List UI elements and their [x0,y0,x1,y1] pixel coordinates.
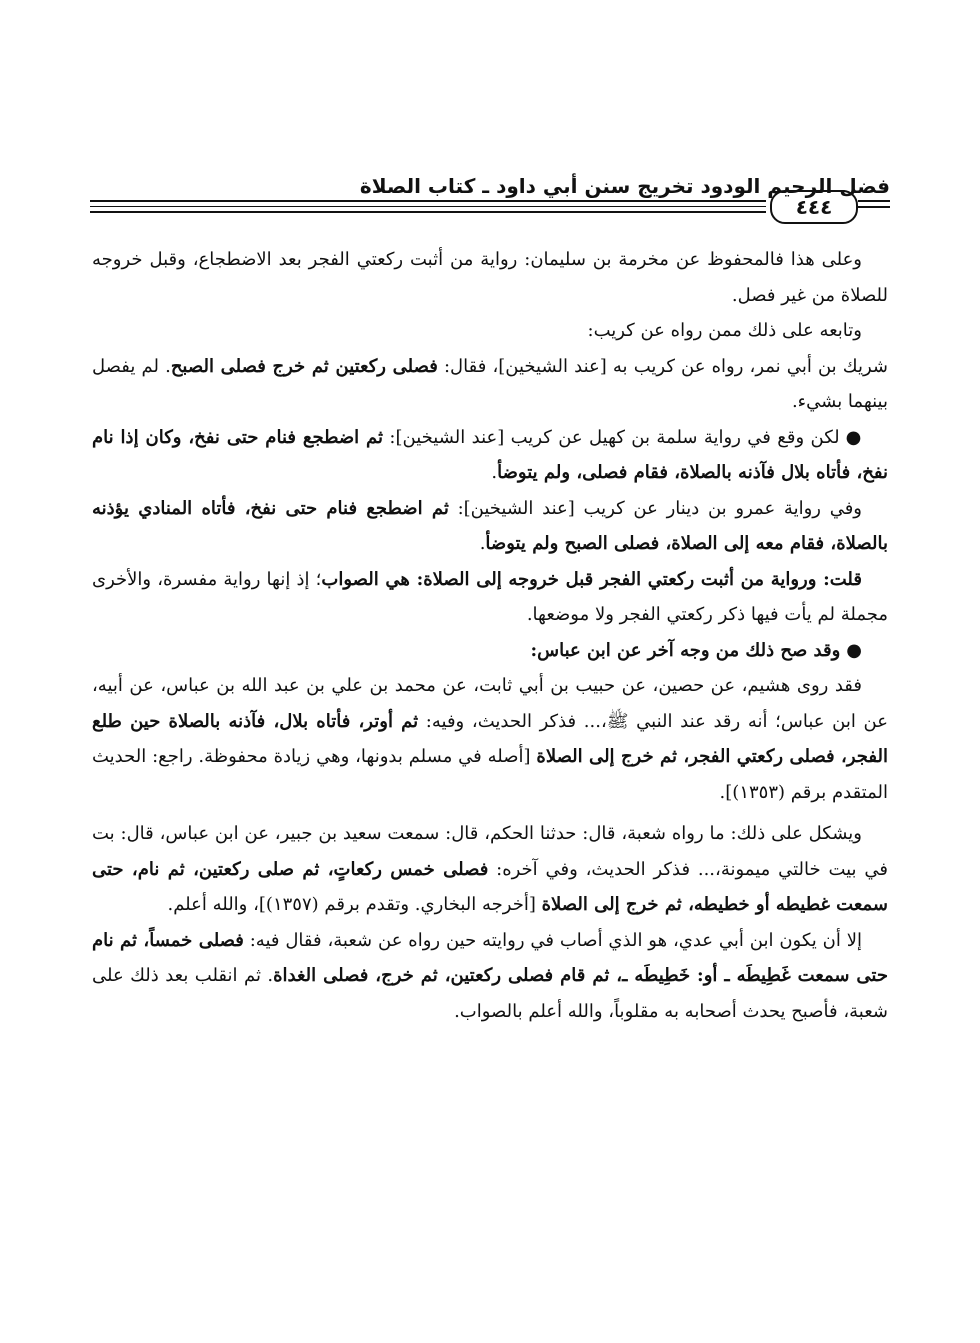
paragraph-2 [92,313,888,349]
bold-quote: قلت: ورواية من أثبت ركعتي الفجر قبل خروجه إلى الصلاة: هي الصواب [321,568,862,590]
text-run: لكن وقع في رواية سلمة بن كهيل عن كريب [عند الشيخين]: [383,426,840,448]
text-run: [أخرجه البخاري. وتقدم برقم (١٣٥٧)]، والله أعلم. [167,894,542,915]
page-header [90,160,890,220]
text-run: . ثم انقلب بعد ذلك على شعبة، فأصبح يحدث أصحابه به مقلوباً، والله أعلم بالصواب. [92,965,888,1022]
text-run: وفي رواية عمرو بن دينار عن كريب [عند الشيخين]: [448,497,862,519]
bold-quote: وقد صح ذلك من وجه آخر عن ابن عباس: [530,639,841,661]
bold-quote: فصلى خمساً، ثم نام حتى سمعت غَطِيطَه ـ أو: خَطِيطَه ـ، ثم قام فصلى ركعتين، ثم خرج، فصلى الغداة [92,929,888,986]
header-rule-bottom [90,211,766,213]
text-run: . [491,462,498,483]
text-run: شريك بن أبي نمر، رواه عن كريب به [عند الشيخين]، فقال: [437,355,888,377]
paragraph-4 [92,420,888,491]
bullet-icon: ● [845,426,862,448]
header-rule-middle [90,206,766,207]
paragraph-7 [92,633,888,669]
text-run: [أصله في مسلم بدونها، وهي زيادة محفوظة. راجع: الحديث المتقدم برقم (١٣٥٣)]. [92,746,888,803]
paragraph-10 [92,923,888,1030]
body-text [92,242,888,1029]
bold-quote: ثم اضطجع فنام حتى نفخ، وكان إذا نام نفخ، فأتاه بلال فآذنه بالصلاة، فقام فصلى، ولم يتوضأ [92,426,888,483]
page-number-badge [770,190,858,224]
text-run: . لم يفصل بينهما بشيء. [92,355,888,412]
paragraph-9 [92,816,888,923]
page-number: ٤٤٤ [795,195,833,219]
bold-quote: ثم اضطجع فنام حتى نفخ، فأتاه المنادي يؤذنه بالصلاة، فقام معه إلى الصلاة، فصلى الصبح ولم يتوضأ [92,497,888,554]
paragraph-6 [92,562,888,633]
header-rule-right-bottom [858,206,890,208]
header-rule-right-top [858,200,890,202]
running-title: فضل الرحيم الودود تخريج سنن أبي داود ـ كتاب الصلاة [359,174,890,198]
paragraph-3 [92,349,888,420]
bold-quote: ثم أوتر، فأتاه بلال، فآذنه بالصلاة حين طلع الفجر، فصلى ركعتي الفجر، ثم خرج إلى الصلاة [92,710,889,767]
paragraph-8 [92,668,888,810]
bullet-icon: ● [846,639,862,661]
text-run: ويشكل على ذلك: ما رواه شعبة، قال: حدثنا الحكم، قال: سمعت سعيد بن جبير، عن ابن عباس، قال: بت في بيت خالتي ميمونة،... فذكر الحديث، وفي آخره: [92,823,888,880]
text-run: فقد روى هشيم، عن حصين، عن حبيب بن أبي ثابت، عن محمد بن علي بن عبد الله بن عباس، عن أبيه، عن ابن عباس؛ أنه رقد عند النبي ﷺ،... فذكر الحديث، وفيه: [92,675,888,732]
text-run: وعلى هذا فالمحفوظ عن مخرمة بن سليمان: رواية من أثبت ركعتي الفجر بعد الاضطجاع، وقبل خروجه للصلاة من غير فصل. [92,249,888,306]
text-run: ؛ إذ إنها رواية مفسرة، والأخرى مجملة لم يأت فيها ذكر ركعتي الفجر ولا موضعها. [92,568,888,625]
bold-quote: فصلى خمس ركعاتٍ، ثم صلى ركعتين، ثم نام، حتى سمعت غطيطه أو خطيطه، ثم خرج إلى الصلاة [92,858,888,915]
text-run: إلا أن يكون ابن أبي عدي، هو الذي أصاب في روايته حين رواه عن شعبة، فقال فيه: [243,929,862,951]
bold-quote: فصلى ركعتين ثم خرج فصلى الصبح [170,355,438,377]
paragraph-1 [92,242,888,313]
text-run: . [479,533,486,554]
text-run: وتابعه على ذلك ممن رواه عن كريب: [587,320,862,341]
header-rule-top [90,200,766,202]
paragraph-5 [92,491,888,562]
